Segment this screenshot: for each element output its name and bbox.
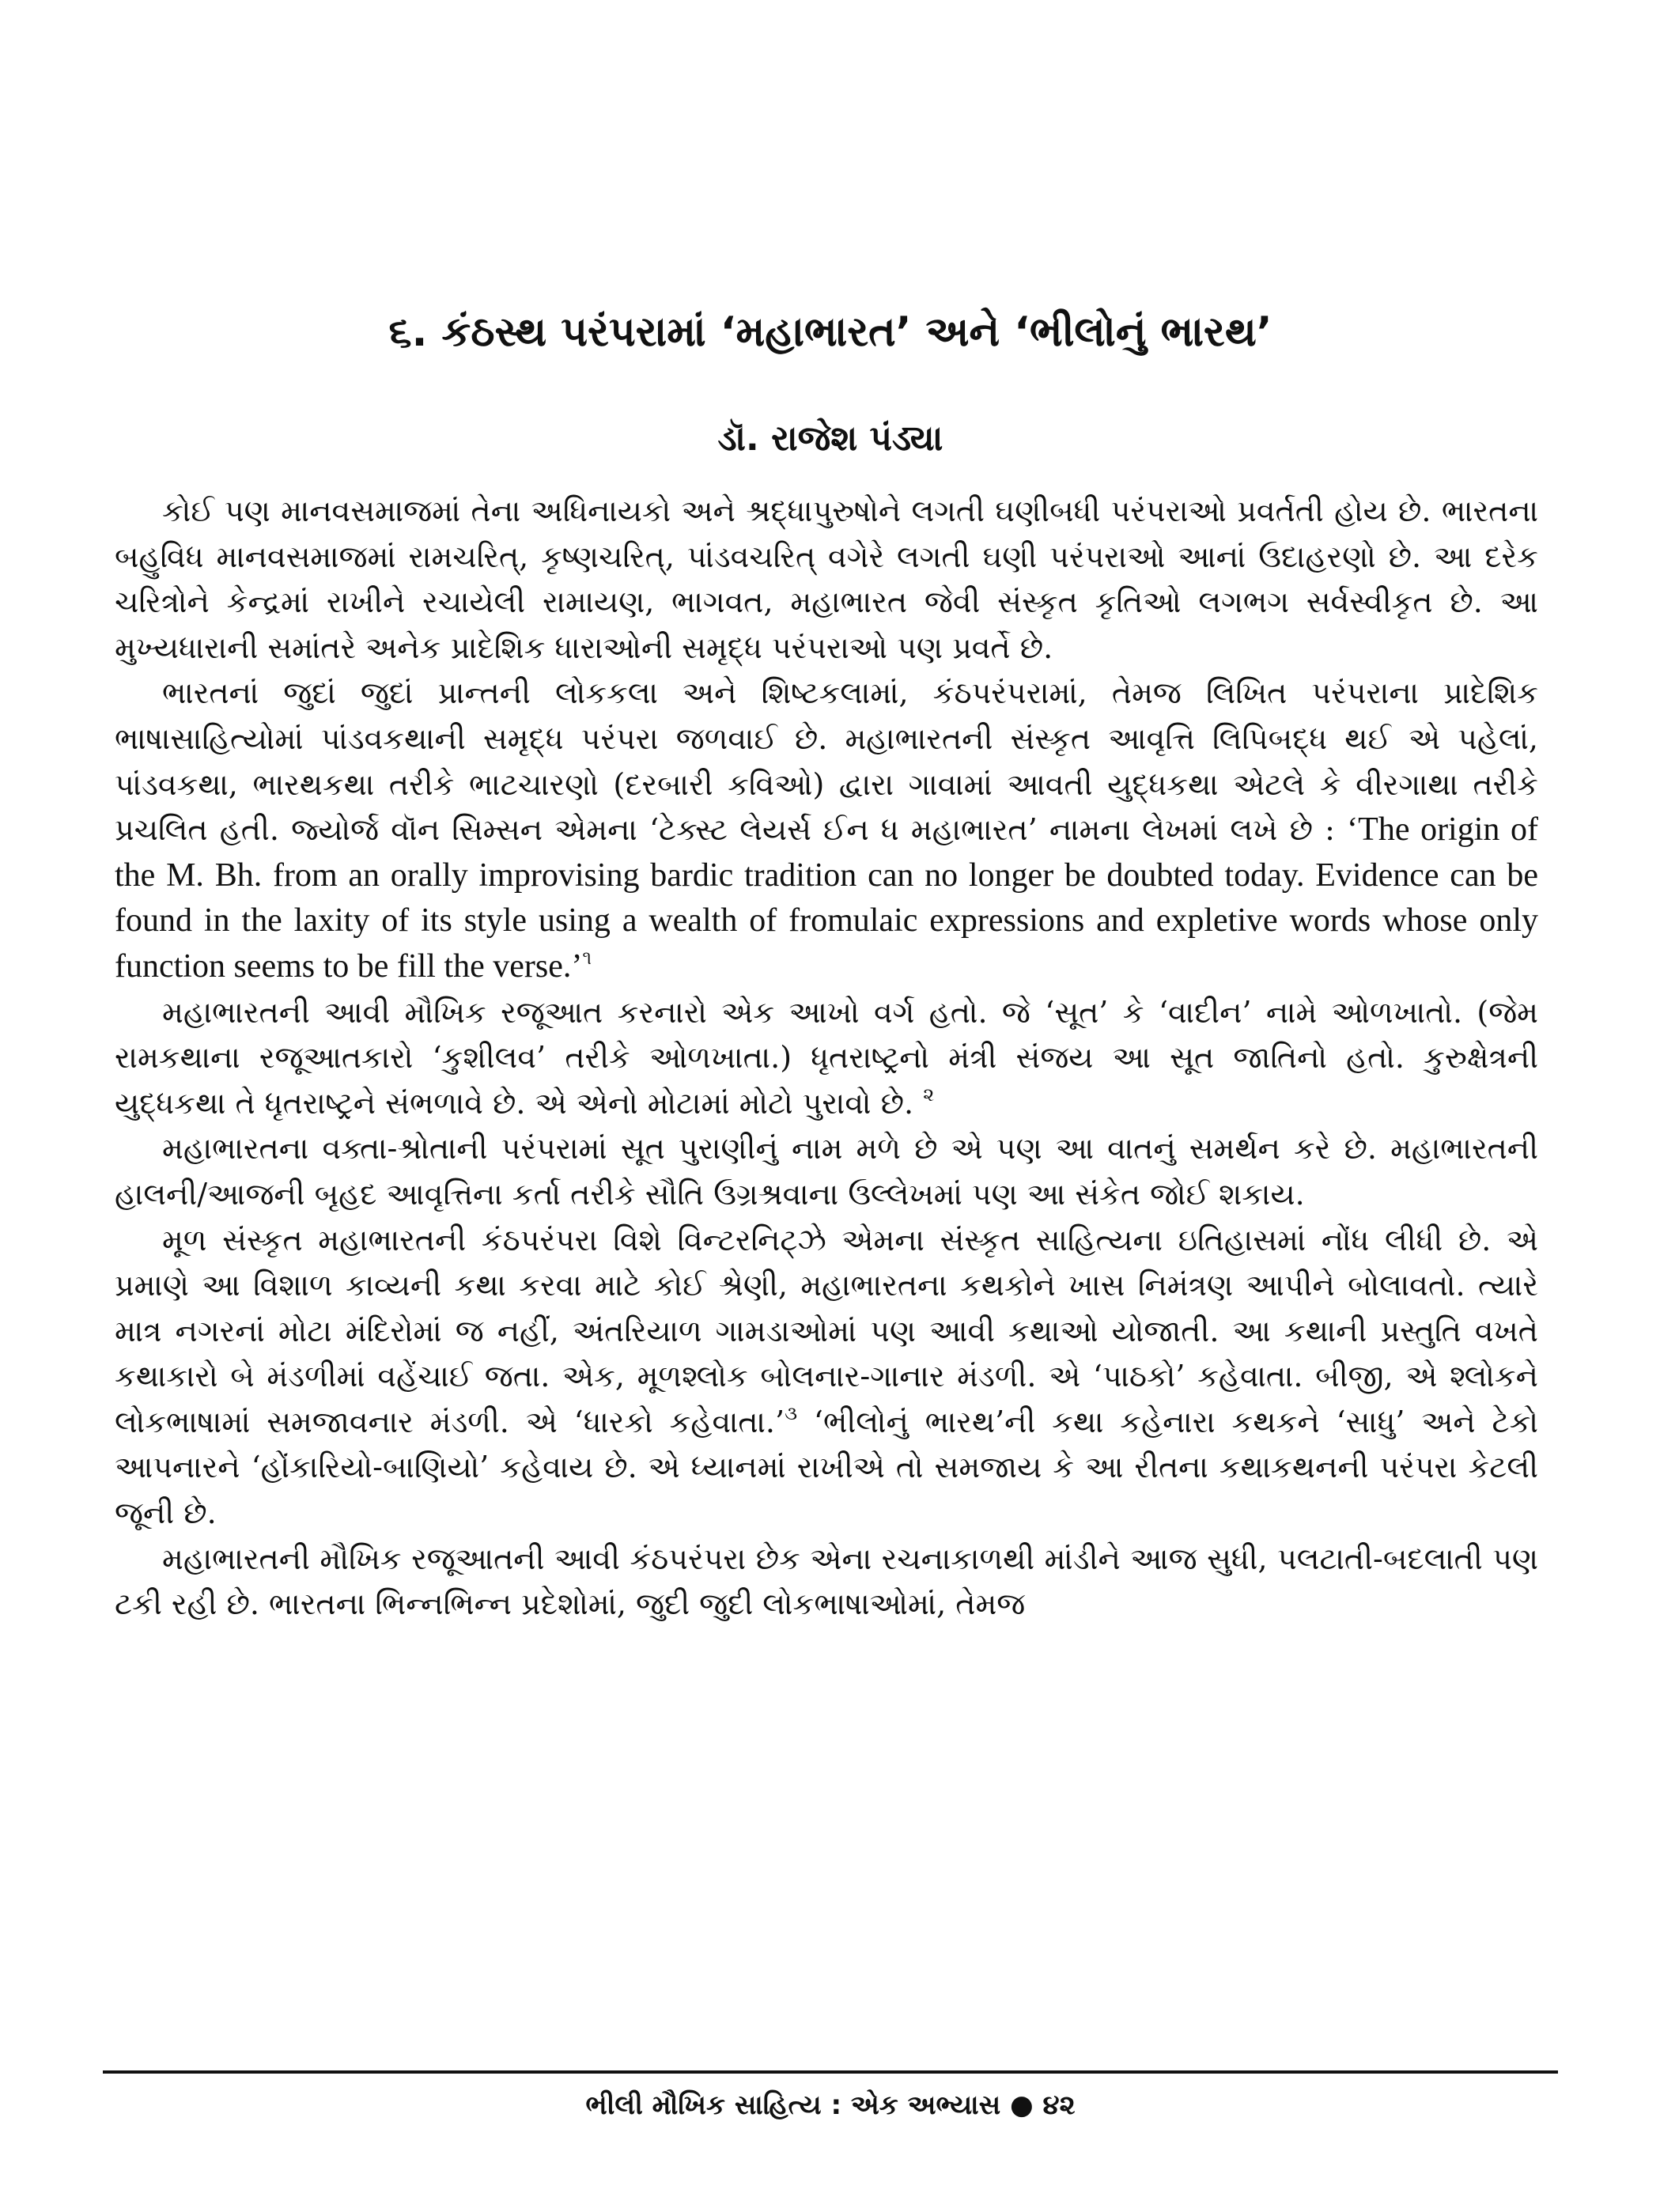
chapter-title: ૬. કંઠસ્થ પરંપરામાં ‘મહાભારત’ અને ‘ભીલોનું ભારથ’ [388,308,1272,356]
paragraph-3-text: મહાભારતની આવી મૌખિક રજૂઆત કરનારો એક આખો વર્ગ હતો. જે ‘સૂત’ કે ‘વાદીન’ નામે ઓળખાતો. (જેમ રામકથાના રજૂઆતકારો ‘કુશીલવ’ તરીકે ઓળખાતા.) ધૃતરાષ્ટ્રનો મંત્રી સંજય આ સૂત જાતિનો હતો. કુરુક્ષેત્રની યુદ્ધકથા તે ધૃતરાષ્ટ્રને સંભળાવે છે. એ એનો મોટામાં મોટો પુરાવો છે. [115,994,1538,1121]
paragraph-4-text: મહાભારતના વક્તા-શ્રોતાની પરંપરામાં સૂત પુરાણીનું નામ મળે છે એ પણ આ વાતનું સમર્થન કરે છે. મહાભારતની હાલની/આજની બૃહદ આવૃત્તિના કર્તા તરીકે સૌતિ ઉગ્રશ્રવાના ઉલ્લેખમાં પણ આ સંકેત જોઈ શકાય. [115,1131,1538,1212]
author-name: ડૉ. રાજેશ પંડ્યા [717,418,943,459]
paragraph-6 [115,1537,1538,1628]
paragraph-1 [115,489,1538,671]
body-text [115,489,1538,1628]
footer-separator-bullet: ● [1010,2089,1034,2121]
paragraph-5-text-a: મૂળ સંસ્કૃત મહાભારતની કંઠપરંપરા વિશે વિન્ટરનિટ્ઝે એમના સંસ્કૃત સાહિત્યના ઇતિહાસમાં નોંધ લીધી છે. એ પ્રમાણે આ વિશાળ કાવ્યની કથા કરવા માટે કોઈ શ્રેણી, મહાભારતના કથકોને ખાસ નિમંત્રણ આપીને બોલાવતો. ત્યારે માત્ર નગરનાં મોટા મંદિરોમાં જ નહીં, અંતરિયાળ ગામડાઓમાં પણ આવી કથાઓ યોજાતી. આ કથાની પ્રસ્તુતિ વખતે કથાકારો બે મંડળીમાં વહેંચાઈ જતા. એક, મૂળશ્લોક બોલનાર-ગાનાર મંડળી. એ ‘પાઠકો’ કહેવાતા. બીજી, એ શ્લોકને લોકભાષામાં સમજાવનાર મંડળી. એ ‘ધારકો કહેવાતા.’ [115,1222,1538,1439]
paragraph-6-text: મહાભારતની મૌખિક રજૂઆતની આવી કંઠપરંપરા છેક એના રચનાકાળથી માંડીને આજ સુધી, પલટાતી-બદલાતી પણ ટકી રહી છે. ભારતના ભિન્નભિન્ન પ્રદેશોમાં, જુદી જુદી લોકભાષાઓમાં, તેમજ [115,1541,1538,1622]
footer-book-title: ભીલી મૌખિક સાહિત્ય : એક અભ્યાસ [585,2089,1001,2121]
page-number: ૪૨ [1042,2089,1076,2121]
footnote-marker-1: ૧ [582,946,592,969]
paragraph-2-text: ભારતનાં જુદાં જુદાં પ્રાન્તની લોકકલા અને શિષ્ટકલામાં, કંઠપરંપરામાં, તેમજ લિખિત પરંપરાના પ્રાદેશિક ભાષાસાહિત્યોમાં પાંડવકથાની સમૃદ્ધ પરંપરા જળવાઈ છે. મહાભારતની સંસ્કૃત આવૃત્તિ લિપિબદ્ધ થઈ એ પહેલાં, પાંડવકથા, ભારથકથા તરીકે ભાટચારણો (દરબારી કવિઓ) દ્વારા ગાવામાં આવતી યુદ્ધકથા એટલે કે વીરગાથા તરીકે પ્રચલિત હતી. જ્યોર્જ વૉન સિમ્સન એમના ‘ટેક્સ્ટ લેયર્સ ઈન ધ મહાભારત’ નામના લેખમાં લખે છે : [115,675,1538,848]
paragraph-2 [115,671,1538,989]
paragraph-4 [115,1126,1538,1217]
paragraph-3 [115,990,1538,1127]
footnote-marker-3: ૩ [785,1401,798,1424]
paragraph-5-text-b: ‘ભીલોનું ભારથ’ની કથા કહેનારા કથકને ‘સાધુ’ અને ટેકો આપનારને ‘હોંકારિયો-બાણિયો’ કહેવાય છે. એ ધ્યાનમાં રાખીએ તો સમજાય કે આ રીતના કથાકથનની પરંપરા કેટલી જૂની છે. [115,1404,1538,1531]
footer-divider [103,2070,1558,2074]
footnote-marker-2: ૨ [923,1083,935,1106]
english-quotation: ‘The origin of the M. Bh. from an orally improvising bardic tradition can no longer be doubted today. Evidence can be found in the laxity of its style using a wealth of fromulaic expressions and expletive words whose only function seems to be fill the verse.’ [115,811,1538,985]
paragraph-1-text: કોઈ પણ માનવસમાજમાં તેના અધિનાયકો અને શ્રદ્ધાપુરુષોને લગતી ઘણીબધી પરંપરાઓ પ્રવર્તતી હોય છે. ભારતના બહુવિધ માનવસમાજમાં રામચરિત્, કૃષ્ણચરિત્, પાંડવચરિત્ વગેરે લગતી ઘણી પરંપરાઓ આનાં ઉદાહરણો છે. આ દરેક ચરિત્રોને કેન્દ્રમાં રાખીને રચાયેલી રામાયણ, ભાગવત, મહાભારત જેવી સંસ્કૃત કૃતિઓ લગભગ સર્વસ્વીકૃત છે. આ મુખ્યધારાની સમાંતરે અનેક પ્રાદેશિક ધારાઓની સમૃદ્ધ પરંપરાઓ પણ પ્રવર્તે છે. [115,493,1538,665]
paragraph-5 [115,1218,1538,1537]
page-footer [103,2086,1558,2124]
